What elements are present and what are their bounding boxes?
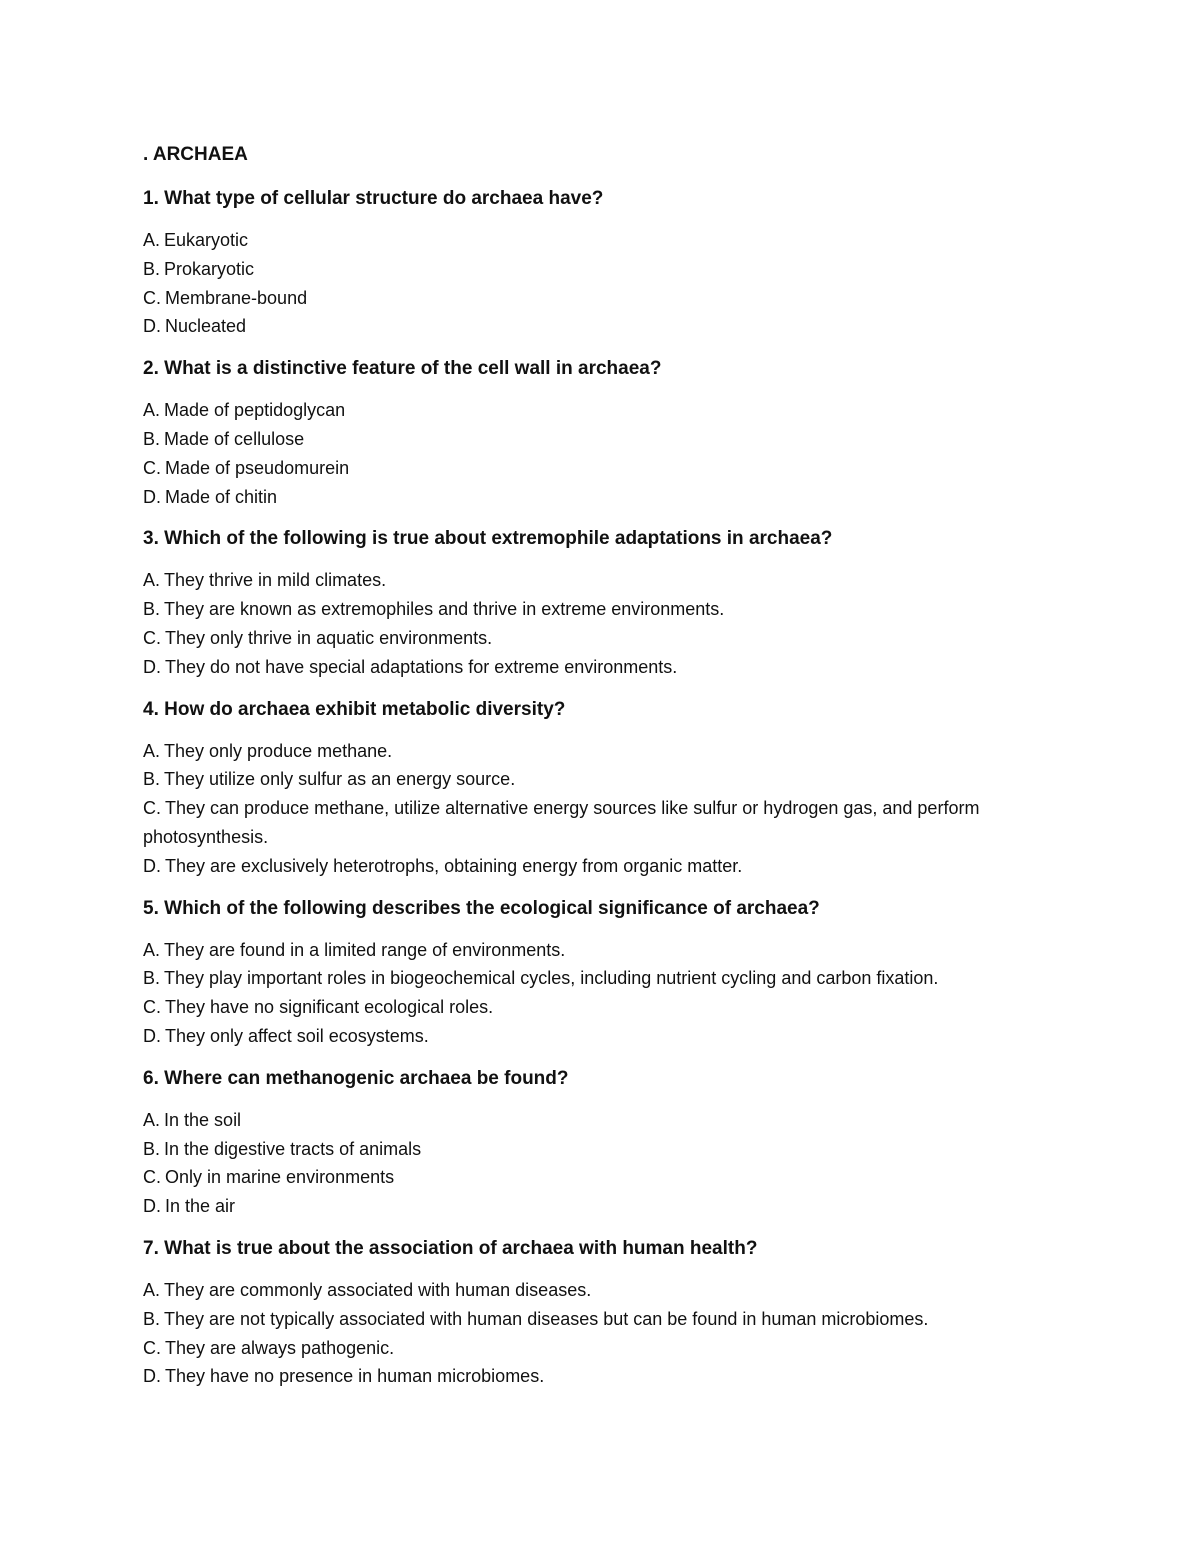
option-text: Membrane-bound — [165, 287, 308, 308]
option-letter: A. — [143, 740, 161, 761]
question-block — [143, 184, 1100, 341]
answer-option — [143, 425, 1100, 454]
option-letter: C. — [143, 1337, 161, 1358]
question-text — [143, 354, 1100, 383]
option-letter: A. — [143, 1279, 161, 1300]
answer-option — [143, 624, 1100, 653]
option-letter: A. — [143, 230, 161, 250]
option-text: They are found in a limited range of environments. — [164, 939, 566, 960]
answer-option — [143, 964, 1100, 993]
option-letter: B. — [143, 428, 161, 449]
option-text: They do not have special adaptations for extreme environments. — [165, 656, 678, 677]
answer-option — [143, 255, 1100, 284]
answer-option — [143, 1276, 1100, 1305]
answer-option — [143, 566, 1100, 595]
question-text — [143, 695, 1100, 724]
question-text — [143, 524, 1100, 553]
answer-option — [143, 737, 1100, 766]
option-letter: D. — [143, 1025, 161, 1046]
answer-option — [143, 284, 1100, 313]
option-letter: B. — [143, 1138, 161, 1159]
answer-option — [143, 312, 1100, 341]
answer-options — [143, 226, 1100, 341]
question-number: 6. — [143, 1067, 159, 1089]
question-prompt: What type of cellular structure do archaea have? — [164, 188, 604, 209]
option-letter: D. — [143, 1196, 161, 1217]
answer-options — [143, 1276, 1100, 1391]
answer-options — [143, 936, 1100, 1051]
option-text: In the air — [165, 1196, 236, 1217]
question-block — [143, 695, 1100, 881]
answer-option — [143, 226, 1100, 255]
option-text: Made of peptidoglycan — [164, 400, 346, 421]
question-block — [143, 524, 1100, 681]
answer-option — [143, 1305, 1100, 1334]
question-number: 7. — [143, 1237, 159, 1259]
option-letter: C. — [143, 1167, 161, 1188]
option-letter: A. — [143, 400, 161, 421]
answer-option — [143, 454, 1100, 483]
option-letter: B. — [143, 769, 161, 790]
question-list — [143, 184, 1100, 1391]
option-text: They only thrive in aquatic environments. — [165, 627, 493, 648]
answer-option — [143, 1192, 1100, 1221]
option-text: They are always pathogenic. — [165, 1337, 395, 1358]
answer-option — [143, 794, 1100, 852]
question-prompt: Where can methanogenic archaea be found? — [164, 1067, 569, 1089]
option-text: They thrive in mild climates. — [164, 570, 387, 591]
option-text: Only in marine environments — [165, 1167, 395, 1188]
answer-option — [143, 852, 1100, 881]
question-block — [143, 894, 1100, 1051]
document-title: . ARCHAEA — [143, 144, 248, 165]
question-number: 1. — [143, 188, 159, 209]
option-letter: D. — [143, 1366, 161, 1387]
question-number: 2. — [143, 358, 159, 380]
answer-options — [143, 396, 1100, 511]
question-text — [143, 184, 1100, 213]
option-letter: B. — [143, 968, 161, 989]
option-letter: B. — [143, 1308, 161, 1329]
question-block — [143, 1234, 1100, 1391]
option-letter: D. — [143, 316, 161, 337]
option-letter: B. — [143, 599, 161, 620]
option-letter: A. — [143, 939, 161, 960]
option-letter: A. — [143, 1109, 161, 1130]
answer-options — [143, 566, 1100, 681]
option-text: Eukaryotic — [164, 230, 249, 250]
question-block — [143, 1064, 1100, 1221]
option-text: Made of pseudomurein — [165, 457, 350, 478]
question-text — [143, 894, 1100, 923]
answer-options — [143, 737, 1100, 881]
question-number: 4. — [143, 698, 159, 720]
option-text: They are commonly associated with human diseases. — [164, 1279, 592, 1300]
answer-option — [143, 483, 1100, 512]
option-text: Made of cellulose — [164, 428, 305, 449]
answer-option — [143, 1022, 1100, 1051]
question-number: 5. — [143, 897, 159, 919]
answer-option — [143, 1334, 1100, 1363]
option-letter: D. — [143, 486, 161, 507]
option-text: In the soil — [164, 1109, 242, 1130]
question-prompt: Which of the following describes the ecological significance of archaea? — [164, 897, 820, 919]
option-text: They can produce methane, utilize alternative energy sources like sulfur or hydrogen gas, and perform photosynthesis. — [143, 798, 980, 847]
option-letter: C. — [143, 457, 161, 478]
option-text: They are exclusively heterotrophs, obtaining energy from organic matter. — [165, 855, 743, 876]
option-text: They only affect soil ecosystems. — [165, 1025, 429, 1046]
question-text — [143, 1064, 1100, 1093]
option-text: Nucleated — [165, 316, 247, 337]
option-text: They have no presence in human microbiomes. — [165, 1366, 545, 1387]
answer-option — [143, 765, 1100, 794]
option-text: Made of chitin — [165, 486, 278, 507]
option-text: In the digestive tracts of animals — [164, 1138, 422, 1159]
question-block — [143, 354, 1100, 511]
option-letter: C. — [143, 798, 161, 819]
answer-option — [143, 993, 1100, 1022]
question-number: 3. — [143, 528, 159, 550]
option-text: They are known as extremophiles and thrive in extreme environments. — [164, 599, 725, 620]
question-prompt: Which of the following is true about extremophile adaptations in archaea? — [164, 528, 833, 550]
option-letter: C. — [143, 287, 161, 308]
option-text: They are not typically associated with human diseases but can be found in human microbiomes. — [164, 1308, 929, 1329]
option-text: They only produce methane. — [164, 740, 393, 761]
question-prompt: How do archaea exhibit metabolic diversity? — [164, 698, 566, 720]
answer-option — [143, 1163, 1100, 1192]
option-letter: C. — [143, 627, 161, 648]
answer-option — [143, 936, 1100, 965]
answer-option — [143, 1135, 1100, 1164]
option-letter: A. — [143, 570, 161, 591]
option-letter: C. — [143, 997, 161, 1018]
option-letter: D. — [143, 656, 161, 677]
option-text: They have no significant ecological roles. — [165, 997, 494, 1018]
option-text: They utilize only sulfur as an energy source. — [164, 769, 516, 790]
answer-option — [143, 1106, 1100, 1135]
answer-options — [143, 1106, 1100, 1221]
answer-option — [143, 396, 1100, 425]
option-text: They play important roles in biogeochemical cycles, including nutrient cycling and carbon fixation. — [164, 968, 939, 989]
question-text — [143, 1234, 1100, 1263]
option-letter: B. — [143, 258, 161, 279]
option-text: Prokaryotic — [164, 258, 255, 279]
question-prompt: What is true about the association of archaea with human health? — [164, 1237, 758, 1259]
answer-option — [143, 653, 1100, 682]
answer-option — [143, 1362, 1100, 1391]
option-letter: D. — [143, 855, 161, 876]
answer-option — [143, 595, 1100, 624]
question-prompt: What is a distinctive feature of the cell wall in archaea? — [164, 358, 662, 380]
